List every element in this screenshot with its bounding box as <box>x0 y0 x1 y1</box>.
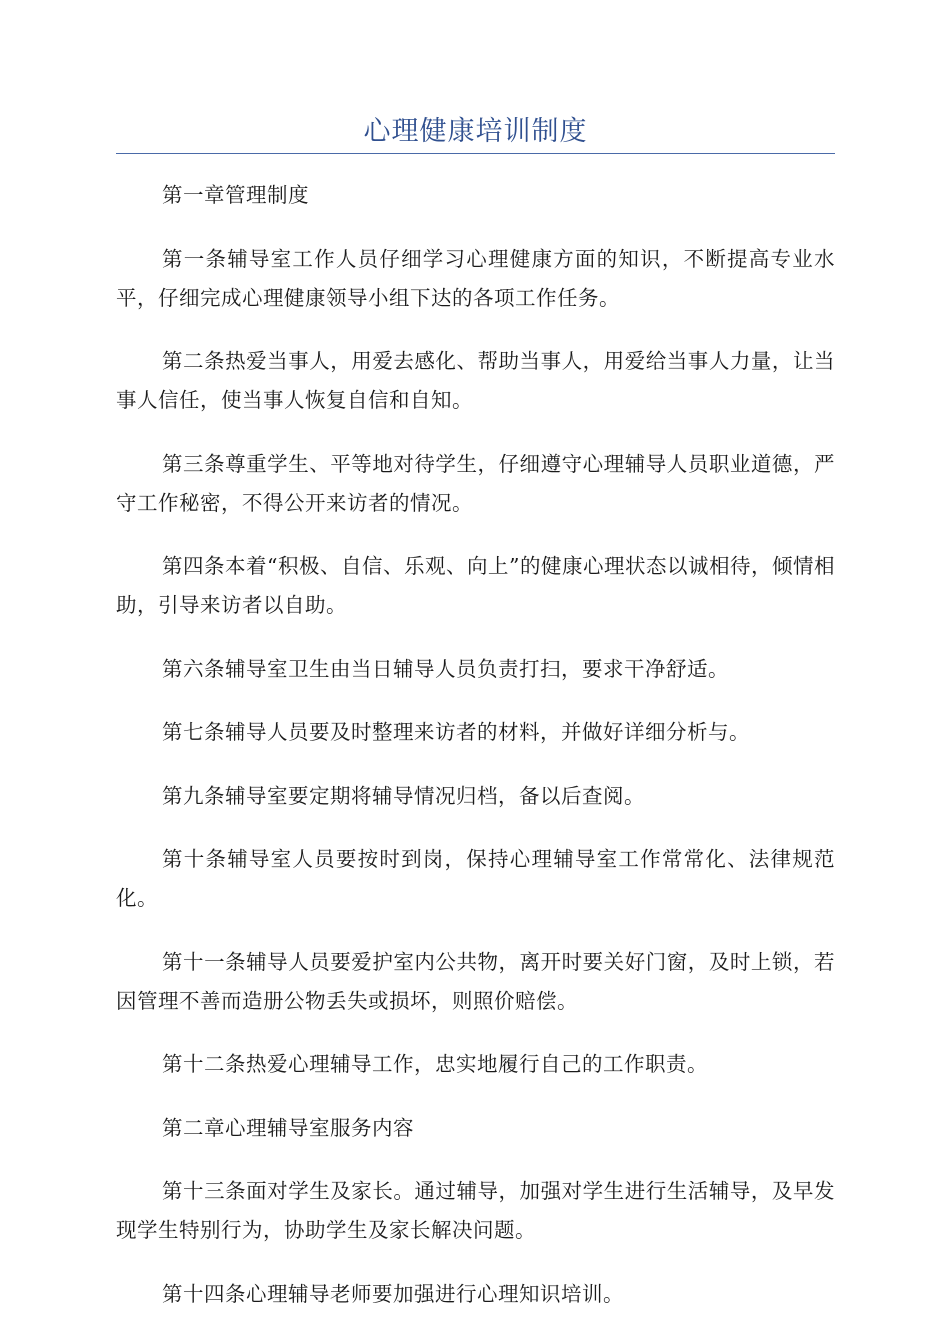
title-underline <box>116 153 835 154</box>
chapter-heading: 第一章管理制度 <box>162 183 309 207</box>
article-paragraph: 第十四条心理辅导老师要加强进行心理知识培训。 <box>162 1281 624 1306</box>
document-title: 心理健康培训制度 <box>363 116 588 147</box>
chapter-heading: 第二章心理辅导室服务内容 <box>162 1115 414 1140</box>
article-paragraph: 第十二条热爱心理辅导工作，忠实地履行自己的工作职责。 <box>162 1052 708 1076</box>
article-paragraph: 第九条辅导室要定期将辅导情况归档，备以后查阅。 <box>162 783 645 808</box>
article-paragraph: 第十一条辅导人员要爱护室内公共物，离开时要关好门窗，及时上锁，若因管理不善而造册公物丢失或损坏，则照价赔偿。 <box>116 949 835 1013</box>
article-paragraph: 第十条辅导室人员要按时到岗，保持心理辅导室工作常常化、法律规范化。 <box>116 847 835 910</box>
article-paragraph: 第一条辅导室工作人员仔细学习心理健康方面的知识，不断提高专业水平，仔细完成心理健康领导小组下达的各项工作任务。 <box>116 246 835 310</box>
article-paragraph: 第三条尊重学生、平等地对待学生，仔细遵守心理辅导人员职业道德，严守工作秘密，不得公开来访者的情况。 <box>116 451 835 515</box>
article-paragraph: 第二条热爱当事人，用爱去感化、帮助当事人，用爱给当事人力量，让当事人信任，使当事人恢复自信和自知。 <box>116 349 835 412</box>
article-paragraph: 第四条本着“积极、自信、乐观、向上”的健康心理状态以诚相待，倾情相助，引导来访者以自助。 <box>116 554 835 617</box>
article-paragraph: 第十三条面对学生及家长。通过辅导，加强对学生进行生活辅导，及早发现学生特别行为，协助学生及家长解决问题。 <box>116 1179 835 1242</box>
document-body <box>116 176 835 1338</box>
article-paragraph: 第六条辅导室卫生由当日辅导人员负责打扫，要求干净舒适。 <box>162 656 729 681</box>
article-paragraph: 第七条辅导人员要及时整理来访者的材料，并做好详细分析与。 <box>162 720 750 744</box>
